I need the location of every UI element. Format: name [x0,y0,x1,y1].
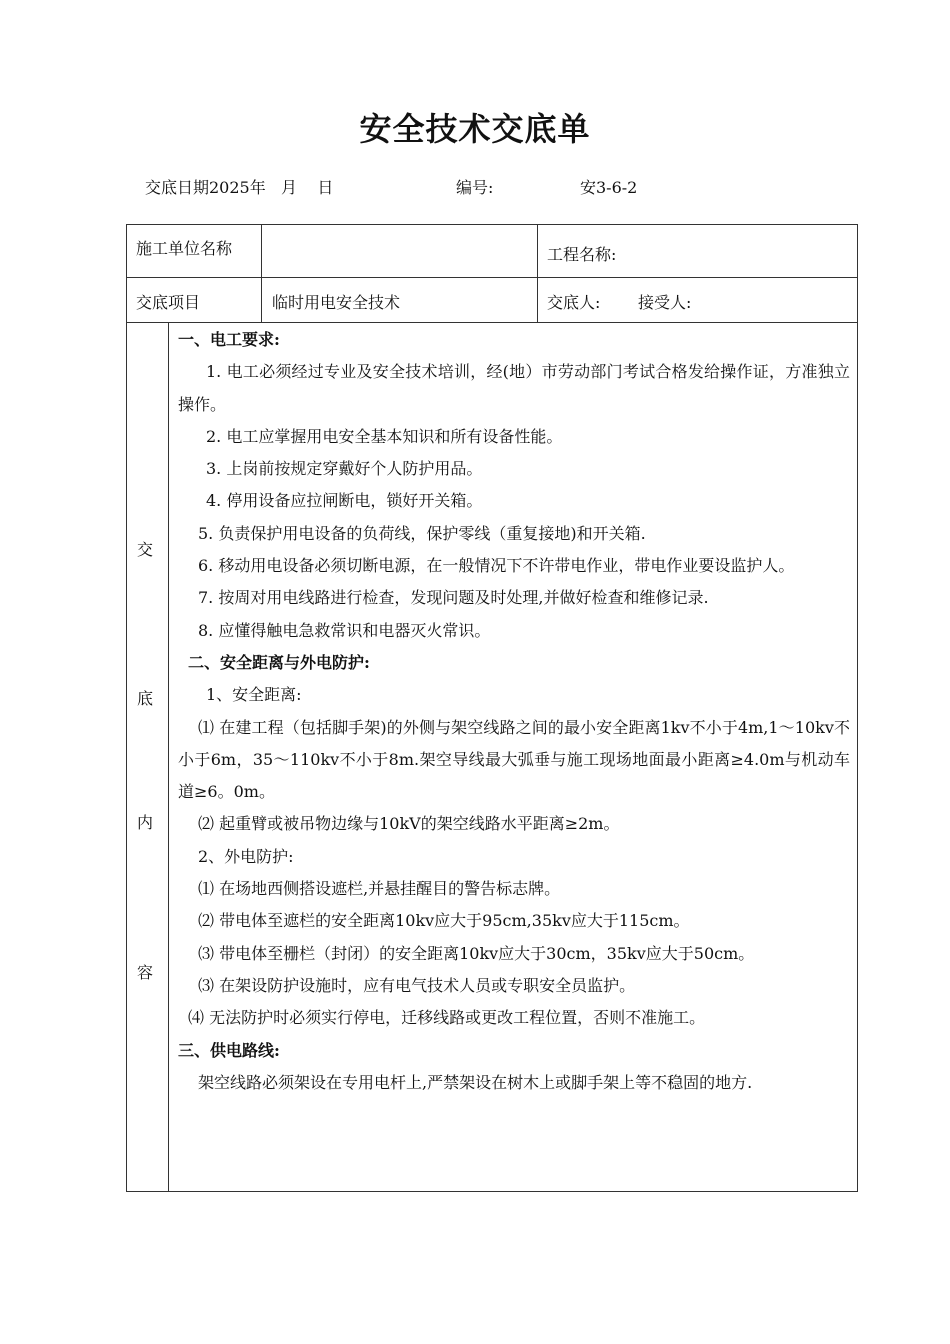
paragraph: 架空线路必须架设在专用电杆上,严禁架设在树木上或脚手架上等不稳固的地方. [198,1072,753,1092]
table-divider [126,322,858,323]
side-label-char: 容 [137,963,154,982]
disclosure-item-label: 交底项目 [136,293,201,312]
list-item: 1. 电工必须经过专业及安全技术培训，经(地）市劳动部门考试合格发给操作证，方准独立操作。 [178,362,850,414]
table-divider [168,322,169,1192]
disclosure-content [178,324,850,1099]
list-item: 5. 负责保护用电设备的负荷线，保护零线（重复接地)和开关箱. [198,523,646,543]
construction-unit-label: 施工单位名称 [136,239,233,258]
list-item: ⑶ 带电体至栅栏（封闭）的安全距离10kv应大于30cm，35kv应大于50cm。 [198,943,755,963]
section-heading: 一、电工要求: [178,330,280,349]
list-item: 8. 应懂得触电急救常识和电器灭火常识。 [198,620,491,640]
list-item: ⑵ 起重臂或被吊物边缘与10kV的架空线路水平距离≥2m。 [198,814,620,834]
number-label: 编号: [456,178,494,197]
document-title: 安全技术交底单 [359,110,591,148]
list-item: 2. 电工应掌握用电安全基本知识和所有设备性能。 [206,426,563,446]
list-item: 4. 停用设备应拉闸断电，锁好开关箱。 [206,491,483,511]
disclosure-date: 交底日期2025年 月 日 [145,178,334,197]
list-item: ⑵ 带电体至遮栏的安全距离10kv应大于95cm,35kv应大于115cm。 [198,911,690,931]
list-item: ⑷ 无法防护时必须实行停电，迁移线路或更改工程位置，否则不准施工。 [188,1008,706,1028]
list-item: ⑴ 在建工程（包括脚手架)的外侧与架空线路之间的最小安全距离1kv不小于4m,1～10kv不小于6m，35～110kv不小于8m.架空导线最大弧垂与施工现场地面最小距离≥4.0m与机动车道≥6。0m。 [178,717,850,802]
project-name-label: 工程名称: [547,245,617,264]
side-label-char: 内 [137,813,154,832]
side-label-char: 底 [137,689,154,708]
number-value: 安3-6-2 [580,178,638,197]
list-item: 6. 移动用电设备必须切断电源，在一般情况下不许带电作业，带电作业要设监护人。 [198,556,795,576]
discloser-label: 交底人: [547,293,601,312]
table-divider [261,224,262,322]
table-divider [126,277,858,278]
subsection-heading: 2、外电防护: [198,846,294,866]
list-item: ⑴ 在场地西侧搭设遮栏,并悬挂醒目的警告标志牌。 [198,879,561,899]
side-label-char: 交 [137,540,154,559]
list-item: 3. 上岗前按规定穿戴好个人防护用品。 [206,459,483,479]
section-heading: 二、安全距离与外电防护: [188,652,370,672]
subsection-heading: 1、安全距离: [206,685,302,705]
receiver-label: 接受人: [638,293,692,312]
list-item: 7. 按周对用电线路进行检查，发现问题及时处理,并做好检查和维修记录. [198,588,709,608]
disclosure-item-value: 临时用电安全技术 [272,293,401,312]
section-heading: 三、供电路线: [178,1040,280,1060]
list-item: ⑶ 在架设防护设施时，应有电气技术人员或专职安全员监护。 [198,975,636,995]
table-divider [537,224,538,322]
